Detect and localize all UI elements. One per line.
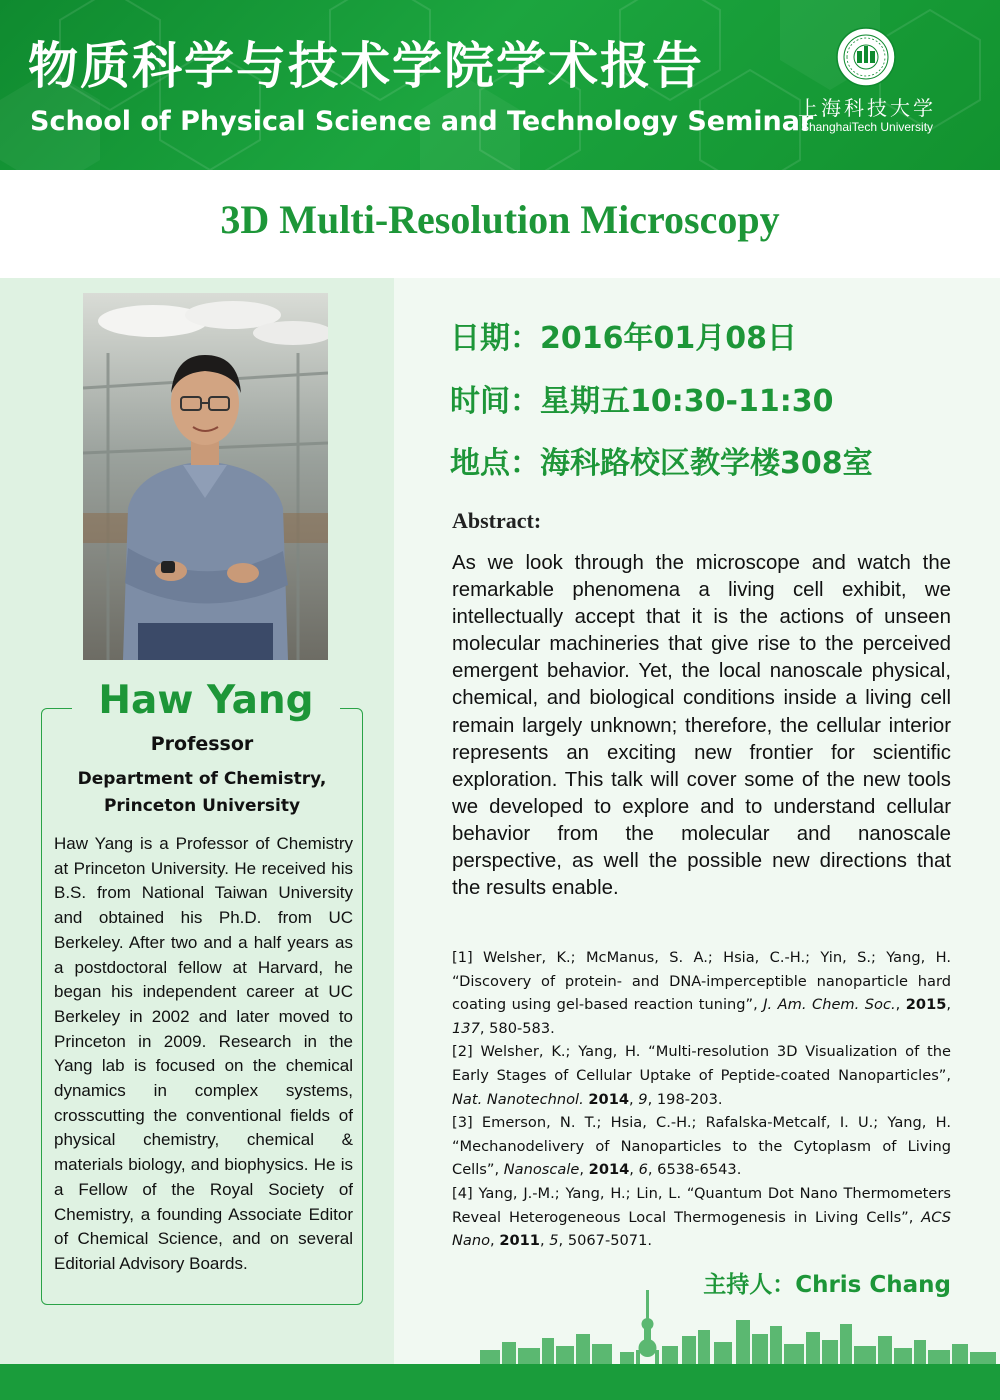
- location-value: 海科路校区教学楼308室: [540, 446, 873, 481]
- reference-journal: Nanoscale: [503, 1161, 580, 1179]
- date-label: 日期：: [450, 321, 540, 356]
- host-name: Chris Chang: [795, 1272, 951, 1298]
- abstract-heading: Abstract:: [452, 508, 542, 533]
- date-value: 2016年01月08日: [540, 321, 797, 356]
- speaker-affiliation: [41, 766, 363, 820]
- reference-item: [4] Yang, J.-M.; Yang, H.; Lin, L. “Quantum Dot Nano Thermometers Reveal Heterogeneous Local Thermogenesis in Living Cells”, ACS Nano, 2011, 5, 5067-5071.: [452, 1184, 951, 1250]
- reference-list: [452, 946, 951, 1253]
- speaker-department: Department of Chemistry,: [77, 769, 327, 789]
- speaker-university: Princeton University: [103, 796, 301, 816]
- reference-journal: ACS Nano: [452, 1208, 951, 1250]
- seminar-title-english: School of Physical Science and Technology Seminar: [30, 106, 814, 137]
- host-label: 主持人：: [703, 1272, 796, 1298]
- reference-pages: 580-583.: [489, 1019, 555, 1037]
- reference-journal: J. Am. Chem. Soc.: [763, 996, 896, 1014]
- reference-pages: 6538-6543.: [657, 1161, 742, 1179]
- speaker-photo: [83, 293, 328, 660]
- reference-item: [2] Welsher, K.; Yang, H. “Multi-resolution 3D Visualization of the Early Stages of Cellular Uptake of Peptide-coated Nanoparticles”, Nat. Nanotechnol. 2014, 9, 198-203.: [452, 1043, 951, 1108]
- event-date: [450, 313, 797, 357]
- seminar-title-chinese: 物质科学与技术学院学术报告: [28, 37, 704, 95]
- reference-year: 2011: [499, 1232, 540, 1250]
- city-skyline-icon: [470, 1290, 1000, 1366]
- reference-volume: 5: [549, 1232, 559, 1250]
- time-value: 星期五10:30-11:30: [540, 384, 834, 419]
- time-label: 时间：: [450, 384, 540, 419]
- reference-item: [1] Welsher, K.; McManus, S. A.; Hsia, C.-H.; Yin, S.; Yang, H. “Discovery of protein- and DNA-imperceptible nanoparticle hard coating using gel-based reaction tuning”, J. Am. Chem. Soc., 2015, 137, 580-583.: [452, 949, 952, 1037]
- reference-pages: 198-203.: [656, 1090, 723, 1108]
- reference-year: 2014: [588, 1161, 630, 1179]
- header-banner: [0, 0, 1000, 170]
- footer-bar: [0, 1364, 1000, 1400]
- event-location: [450, 438, 873, 482]
- reference-year: 2015: [905, 996, 947, 1014]
- reference-year: 2014: [588, 1090, 630, 1108]
- speaker-title: Professor: [150, 733, 254, 755]
- abstract-text: As we look through the microscope and watch the remarkable phenomena a living cell exhibit, we intellectually accept that it is the actions of unseen molecular machineries that give rise to the perceived emergent behavior. Yet, the local nanoscale physical, chemical, and biological conditions inside a living cell remain largely unknown; therefore, the cellular interior represents an exciting new frontier for scientific exploration. This talk will cover some of the new tools we developed to explore and to understand cellular behavior from the molecular and nanoscale perspective, as well the possible new directions that the results enable.: [452, 552, 951, 900]
- reference-volume: 6: [638, 1161, 648, 1179]
- reference-volume: 9: [638, 1090, 648, 1108]
- university-seal-icon: [835, 26, 897, 88]
- speaker-name: Haw Yang: [72, 676, 340, 726]
- event-time: [450, 376, 833, 420]
- reference-volume: 137: [452, 1019, 480, 1037]
- location-label: 地点：: [450, 446, 540, 481]
- talk-title: 3D Multi-Resolution Microscopy: [220, 197, 780, 242]
- speaker-bio: Haw Yang is a Professor of Chemistry at Princeton University. He received his B.S. from National Taiwan University and obtained his Ph.D. from UC Berkeley. After two and a half years as a postdoctoral fellow at Harvard, he began his independent career at UC Berkeley in 2002 and later moved to Princeton in 2009. Research in the Yang lab is focused on the chemical dynamics in complex systems, crosscutting the conventional fields of physical chemistry, chemical & materials biology, and biophysics. He is a Fellow of the Royal Society of Chemistry, a founding Associate Editor of Chemical Science, and on several Editorial Advisory Boards.: [54, 834, 353, 1273]
- university-name-english: ShanghaiTech University: [800, 120, 934, 134]
- university-name-chinese: 上海科技大学: [798, 96, 936, 120]
- reference-item: [3] Emerson, N. T.; Hsia, C.-H.; Rafalska-Metcalf, I. U.; Yang, H. “Mechanodelivery of Nanoparticles to the Cytoplasm of Living Cells”, Nanoscale, 2014, 6, 6538-6543.: [452, 1114, 951, 1179]
- reference-journal: Nat. Nanotechnol.: [452, 1090, 584, 1108]
- reference-pages: 5067-5071.: [567, 1232, 652, 1250]
